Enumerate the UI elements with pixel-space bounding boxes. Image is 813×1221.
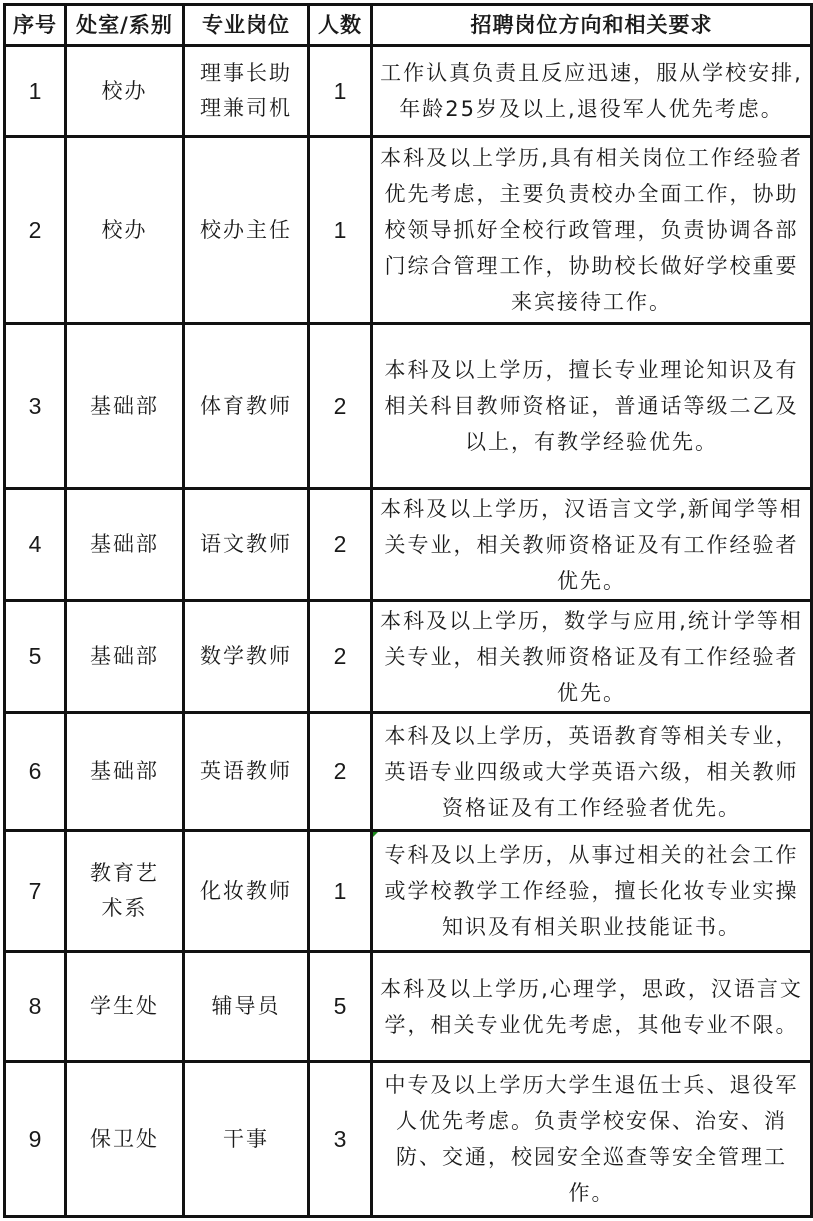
- cell-requirements-text: 专科及以上学历，从事过相关的社会工作或学校教学工作经验，擅长化妆专业实操知识及有相关职业技能证书。: [384, 843, 799, 939]
- cell-dept: 保卫处: [66, 1062, 184, 1217]
- cell-requirements: 本科及以上学历,心理学，思政，汉语言文学，相关专业优先考虑，其他专业不限。: [372, 952, 812, 1062]
- cell-seq: 3: [5, 324, 66, 489]
- table-row: [5, 713, 812, 831]
- cell-dept: 学生处: [66, 952, 184, 1062]
- table-row: [5, 1062, 812, 1217]
- cell-dept: 校办: [66, 46, 184, 137]
- cell-count: 1: [309, 831, 372, 952]
- cell-dept: 基础部: [66, 601, 184, 713]
- cell-position: 化妆教师: [184, 831, 309, 952]
- header-dept: 处室/系别: [66, 5, 184, 46]
- cell-count: 2: [309, 601, 372, 713]
- cell-count: 1: [309, 137, 372, 324]
- header-position: 专业岗位: [184, 5, 309, 46]
- cell-seq: 9: [5, 1062, 66, 1217]
- cell-count: 2: [309, 713, 372, 831]
- cell-position: 辅导员: [184, 952, 309, 1062]
- cell-position: 数学教师: [184, 601, 309, 713]
- table-row: [5, 601, 812, 713]
- cell-position: 理事长助理兼司机: [184, 46, 309, 137]
- cell-count: 3: [309, 1062, 372, 1217]
- table-row: [5, 324, 812, 489]
- table-row: [5, 831, 812, 952]
- cell-position: 体育教师: [184, 324, 309, 489]
- cell-position: 校办主任: [184, 137, 309, 324]
- cell-seq: 7: [5, 831, 66, 952]
- cell-seq: 8: [5, 952, 66, 1062]
- table-row: [5, 489, 812, 601]
- cell-requirements: [372, 831, 812, 952]
- cell-requirements: 本科及以上学历，擅长专业理论知识及有相关科目教师资格证，普通话等级二乙及以上，有教学经验优先。: [372, 324, 812, 489]
- cell-seq: 2: [5, 137, 66, 324]
- cell-dept: 教育艺术系: [66, 831, 184, 952]
- table-row: [5, 46, 812, 137]
- header-count: 人数: [309, 5, 372, 46]
- cell-requirements: 中专及以上学历大学生退伍士兵、退役军人优先考虑。负责学校安保、治安、消防、交通，校园安全巡查等安全管理工作。: [372, 1062, 812, 1217]
- cell-count: 2: [309, 324, 372, 489]
- cell-count: 5: [309, 952, 372, 1062]
- cell-position: 语文教师: [184, 489, 309, 601]
- cell-dept: 基础部: [66, 713, 184, 831]
- cell-requirements: 本科及以上学历,具有相关岗位工作经验者优先考虑，主要负责校办全面工作，协助校领导抓好全校行政管理，负责协调各部门综合管理工作，协助校长做好学校重要来宾接待工作。: [372, 137, 812, 324]
- cell-count: 2: [309, 489, 372, 601]
- cell-dept: 基础部: [66, 489, 184, 601]
- header-requirements: 招聘岗位方向和相关要求: [372, 5, 812, 46]
- cell-position: 干事: [184, 1062, 309, 1217]
- cell-seq: 6: [5, 713, 66, 831]
- cell-seq: 5: [5, 601, 66, 713]
- cell-seq: 1: [5, 46, 66, 137]
- cell-requirements: 本科及以上学历，英语教育等相关专业，英语专业四级或大学英语六级，相关教师资格证及有工作经验者优先。: [372, 713, 812, 831]
- header-seq: 序号: [5, 5, 66, 46]
- header-row: [5, 5, 812, 46]
- cell-requirements: 工作认真负责且反应迅速，服从学校安排,年龄25岁及以上,退役军人优先考虑。: [372, 46, 812, 137]
- cell-dept: 基础部: [66, 324, 184, 489]
- cell-position: 英语教师: [184, 713, 309, 831]
- recruitment-table: [3, 3, 813, 1218]
- cell-count: 1: [309, 46, 372, 137]
- table-row: [5, 137, 812, 324]
- cell-requirements: 本科及以上学历，汉语言文学,新闻学等相关专业，相关教师资格证及有工作经验者优先。: [372, 489, 812, 601]
- cell-requirements: 本科及以上学历，数学与应用,统计学等相关专业，相关教师资格证及有工作经验者优先。: [372, 601, 812, 713]
- table-row: [5, 952, 812, 1062]
- cell-seq: 4: [5, 489, 66, 601]
- cell-dept: 校办: [66, 137, 184, 324]
- cell-corner-marker: [372, 831, 379, 838]
